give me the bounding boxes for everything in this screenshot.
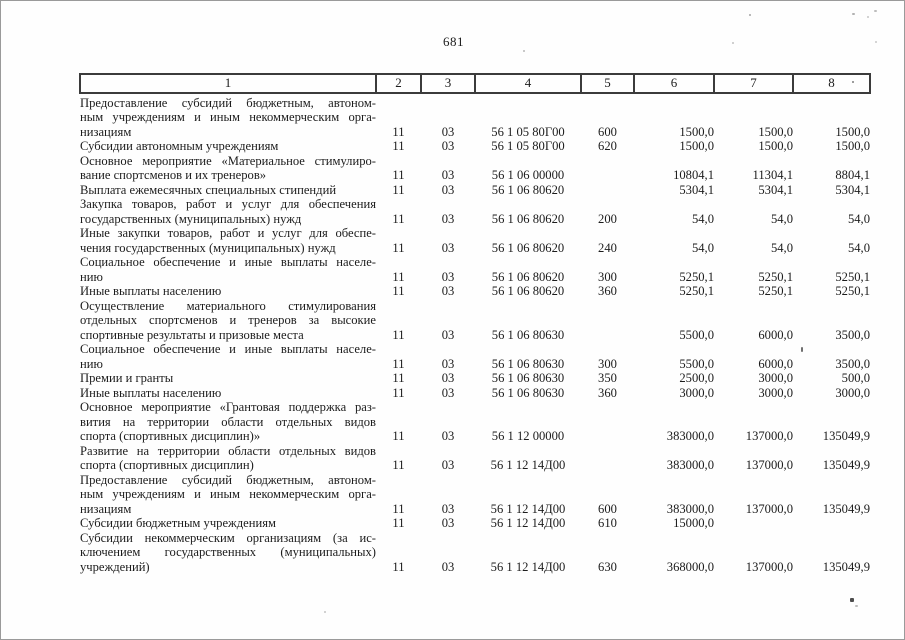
cell-name — [80, 299, 376, 343]
cell-vr — [581, 444, 634, 473]
cell-name — [80, 400, 376, 444]
name-line: Основное мероприятие «Грантовая поддержка раз- — [80, 400, 376, 414]
cell-rz: 11 — [392, 240, 405, 255]
cell-pr: 03 — [441, 269, 455, 284]
table-row — [80, 183, 870, 198]
cell-sum-2 — [714, 516, 793, 531]
name-line: Предоставление субсидий бюджетным, автоном- — [80, 95, 376, 110]
cell-pr: 03 — [441, 124, 455, 139]
cell-sum-2: 3000,0 — [758, 371, 793, 385]
cell-rz: 11 — [392, 559, 405, 574]
cell-sum-3: 8804,1 — [835, 168, 870, 182]
table-row — [80, 197, 870, 226]
cell-sum-3: 54,0 — [847, 240, 870, 255]
cell-sum-3: 135049,9 — [822, 559, 870, 574]
table-row — [80, 444, 870, 473]
cell-vr: 360 — [598, 385, 617, 400]
cell-sum-2: 5250,1 — [758, 284, 793, 298]
cell-rz: 11 — [392, 168, 405, 182]
name-line: Премии и гранты — [80, 371, 174, 385]
name-line: низациям — [80, 124, 132, 139]
scan-speck — [801, 347, 803, 352]
table-row — [80, 284, 870, 299]
cell-sum-3: 135049,9 — [822, 501, 870, 516]
cell-rz: 11 — [392, 458, 405, 472]
cell-sum-3: 3000,0 — [835, 385, 870, 400]
name-line: спорта (спортивных дисциплин)» — [80, 429, 261, 443]
cell-sum-1: 15000,0 — [673, 516, 714, 530]
name-line: Иные выплаты населению — [80, 385, 222, 400]
cell-csr: 56 1 12 14Д00 — [490, 516, 566, 530]
table-row — [80, 531, 870, 575]
name-line: ключением государственных (муниципальных) — [80, 545, 376, 559]
cell-pr: 03 — [441, 240, 455, 255]
table-row — [80, 93, 870, 140]
column-header-4: 4 — [475, 74, 581, 93]
cell-vr: 630 — [598, 559, 617, 574]
table-row — [80, 299, 870, 343]
name-line: спорта (спортивных дисциплин) — [80, 458, 254, 472]
name-line: спортивные результаты и призовые места — [80, 327, 304, 342]
name-line: учреждений) — [80, 559, 150, 574]
cell-pr: 03 — [441, 458, 455, 472]
cell-pr: 03 — [441, 356, 455, 371]
table-row — [80, 400, 870, 444]
table-row — [80, 154, 870, 183]
scan-speck — [852, 81, 854, 83]
cell-rz: 11 — [392, 211, 405, 226]
cell-vr — [581, 400, 634, 444]
cell-sum-3 — [793, 516, 870, 531]
cell-sum-3: 1500,0 — [835, 139, 870, 153]
budget-table — [79, 73, 871, 574]
cell-rz: 11 — [392, 139, 405, 153]
cell-rz: 11 — [392, 182, 405, 197]
cell-rz: 11 — [392, 124, 405, 139]
scan-speck — [875, 41, 877, 43]
table-row — [80, 139, 870, 154]
cell-pr: 03 — [441, 516, 455, 530]
cell-sum-1: 10804,1 — [673, 168, 714, 182]
cell-csr: 56 1 12 00000 — [491, 429, 565, 443]
cell-sum-1: 383000,0 — [666, 458, 714, 472]
page-number: 681 — [443, 34, 464, 49]
cell-csr: 56 1 06 80620 — [491, 211, 565, 226]
cell-csr: 56 1 12 14Д00 — [490, 458, 566, 472]
cell-sum-2: 137000,0 — [745, 501, 793, 516]
cell-pr: 03 — [441, 182, 455, 197]
cell-sum-3: 500,0 — [841, 371, 870, 385]
name-line: ным учреждениям и иным некоммерческим орга- — [80, 487, 376, 501]
name-line: Социальное обеспечение и иные выплаты населе- — [80, 255, 376, 269]
cell-name — [80, 444, 376, 473]
cell-rz: 11 — [392, 429, 405, 443]
name-line: Предоставление субсидий бюджетным, автоном- — [80, 472, 376, 487]
cell-vr: 350 — [598, 371, 617, 385]
cell-sum-1: 2500,0 — [679, 371, 714, 385]
cell-sum-3: 135049,9 — [822, 458, 870, 472]
cell-sum-2: 137000,0 — [745, 559, 793, 574]
name-line: Субсидии бюджетным учреждениям — [80, 516, 276, 530]
cell-pr: 03 — [441, 327, 455, 342]
cell-csr: 56 1 06 80620 — [491, 284, 565, 298]
name-line: вития на территории области отдельных видов — [80, 414, 376, 429]
name-line: нию — [80, 269, 103, 284]
cell-sum-1: 383000,0 — [666, 429, 714, 443]
cell-csr: 56 1 05 80Г00 — [491, 124, 565, 139]
name-line: чения государственных (муниципальных) нужд — [80, 240, 336, 255]
cell-sum-3: 1500,0 — [835, 124, 870, 139]
cell-sum-1: 3000,0 — [679, 385, 714, 400]
cell-csr: 56 1 06 80630 — [491, 385, 565, 400]
cell-csr: 56 1 05 80Г00 — [491, 139, 565, 153]
scan-speck — [852, 13, 855, 15]
table-row — [80, 516, 870, 531]
cell-sum-2: 3000,0 — [758, 385, 793, 400]
cell-sum-2: 54,0 — [770, 240, 793, 255]
table-body — [80, 93, 870, 575]
name-line: Развитие на территории области отдельных видов — [80, 443, 376, 458]
cell-name — [80, 183, 376, 198]
cell-csr: 56 1 12 14Д00 — [490, 559, 566, 574]
name-line: отдельных спортсменов и тренеров за высокие — [80, 313, 376, 327]
table-row — [80, 473, 870, 517]
cell-sum-1: 54,0 — [691, 211, 714, 226]
cell-name — [80, 516, 376, 531]
cell-vr — [581, 183, 634, 198]
scan-speck — [850, 598, 854, 602]
cell-vr: 600 — [598, 501, 617, 516]
cell-pr: 03 — [441, 284, 455, 298]
name-line: Основное мероприятие «Материальное стимулиро- — [80, 153, 376, 168]
name-line: Социальное обеспечение и иные выплаты населе- — [80, 342, 376, 356]
cell-pr: 03 — [441, 501, 455, 516]
cell-name — [80, 154, 376, 183]
cell-name — [80, 255, 376, 284]
cell-sum-3: 5250,1 — [835, 284, 870, 298]
cell-sum-3: 3500,0 — [835, 327, 870, 342]
cell-csr: 56 1 06 80630 — [491, 327, 565, 342]
table-row — [80, 371, 870, 386]
cell-rz: 11 — [392, 327, 405, 342]
cell-vr: 300 — [598, 356, 617, 371]
cell-rz: 11 — [392, 385, 405, 400]
cell-vr: 240 — [598, 240, 617, 255]
cell-name — [80, 93, 376, 140]
column-header-2: 2 — [376, 74, 421, 93]
cell-csr: 56 1 06 80620 — [491, 182, 565, 197]
cell-name — [80, 371, 376, 386]
cell-name — [80, 342, 376, 371]
cell-sum-2: 5250,1 — [758, 269, 793, 284]
cell-sum-1: 1500,0 — [679, 124, 714, 139]
cell-rz: 11 — [392, 269, 405, 284]
name-line: Осуществление материального стимулирования — [80, 298, 376, 313]
cell-sum-3: 54,0 — [847, 211, 870, 226]
cell-pr: 03 — [441, 385, 455, 400]
cell-sum-2: 5304,1 — [758, 182, 793, 197]
cell-sum-1: 5250,1 — [679, 284, 714, 298]
scan-speck — [749, 14, 751, 16]
table-row — [80, 226, 870, 255]
cell-vr: 300 — [598, 269, 617, 284]
cell-name — [80, 473, 376, 517]
name-line: Иные закупки товаров, работ и услуг для обеспе- — [80, 226, 376, 240]
cell-rz: 11 — [392, 371, 405, 385]
cell-sum-2: 137000,0 — [745, 429, 793, 443]
scan-speck — [867, 16, 869, 18]
table-row — [80, 255, 870, 284]
cell-sum-1: 368000,0 — [666, 559, 714, 574]
cell-pr: 03 — [441, 139, 455, 153]
column-header-1: 1 — [80, 74, 376, 93]
cell-csr: 56 1 06 00000 — [491, 168, 565, 182]
scan-speck — [523, 50, 525, 52]
column-header-6: 6 — [634, 74, 714, 93]
scan-speck — [324, 611, 326, 613]
column-header-8: 8 — [793, 74, 870, 93]
cell-sum-1: 1500,0 — [679, 139, 714, 153]
table-row — [80, 342, 870, 371]
cell-sum-1: 5304,1 — [679, 182, 714, 197]
cell-sum-2: 6000,0 — [758, 327, 793, 342]
cell-name — [80, 139, 376, 154]
cell-vr — [581, 299, 634, 343]
cell-name — [80, 284, 376, 299]
cell-name — [80, 197, 376, 226]
cell-sum-2: 1500,0 — [758, 139, 793, 153]
cell-sum-3: 135049,9 — [822, 429, 870, 443]
name-line: государственных (муниципальных) нужд — [80, 211, 302, 226]
cell-name — [80, 386, 376, 401]
name-line: Закупка товаров, работ и услуг для обеспечения — [80, 197, 376, 211]
cell-sum-2: 6000,0 — [758, 356, 793, 371]
scan-speck — [855, 605, 858, 607]
column-header-7: 7 — [714, 74, 793, 93]
cell-csr: 56 1 06 80620 — [491, 269, 565, 284]
cell-sum-1: 54,0 — [691, 240, 714, 255]
cell-csr: 56 1 06 80620 — [491, 240, 565, 255]
column-header-5: 5 — [581, 74, 634, 93]
cell-csr: 56 1 12 14Д00 — [490, 501, 566, 516]
cell-sum-3: 5250,1 — [835, 269, 870, 284]
table-row — [80, 386, 870, 401]
cell-rz: 11 — [392, 516, 405, 530]
cell-sum-1: 5500,0 — [679, 356, 714, 371]
cell-rz: 11 — [392, 501, 405, 516]
cell-pr: 03 — [441, 559, 455, 574]
cell-vr: 620 — [598, 139, 617, 153]
scan-speck — [732, 42, 734, 44]
cell-sum-1: 383000,0 — [666, 501, 714, 516]
cell-pr: 03 — [441, 371, 455, 385]
cell-vr: 600 — [598, 124, 617, 139]
cell-sum-2: 11304,1 — [752, 168, 793, 182]
column-header-3: 3 — [421, 74, 475, 93]
cell-vr: 360 — [598, 284, 617, 298]
cell-sum-3: 3500,0 — [835, 356, 870, 371]
name-line: Иные выплаты населению — [80, 284, 222, 298]
name-line: Выплата ежемесячных специальных стипендий — [80, 182, 337, 197]
table-header-row — [80, 74, 870, 93]
cell-vr: 610 — [598, 516, 617, 530]
name-line: Субсидии автономным учреждениям — [80, 139, 279, 153]
cell-name — [80, 226, 376, 255]
cell-name — [80, 531, 376, 575]
scan-speck — [874, 10, 877, 12]
cell-rz: 11 — [392, 356, 405, 371]
name-line: Субсидии некоммерческим организациям (за ис- — [80, 530, 376, 545]
cell-sum-2: 54,0 — [770, 211, 793, 226]
cell-vr: 200 — [598, 211, 617, 226]
cell-sum-3: 5304,1 — [835, 182, 870, 197]
name-line: ным учреждениям и иным некоммерческим орга- — [80, 110, 376, 124]
cell-sum-2: 1500,0 — [758, 124, 793, 139]
cell-sum-2: 137000,0 — [745, 458, 793, 472]
cell-rz: 11 — [392, 284, 405, 298]
cell-sum-1: 5250,1 — [679, 269, 714, 284]
cell-vr — [581, 154, 634, 183]
name-line: вание спортсменов и их тренеров» — [80, 168, 267, 182]
cell-pr: 03 — [441, 211, 455, 226]
name-line: низациям — [80, 501, 132, 516]
cell-pr: 03 — [441, 429, 455, 443]
cell-csr: 56 1 06 80630 — [491, 356, 565, 371]
cell-pr: 03 — [441, 168, 455, 182]
name-line: нию — [80, 356, 103, 371]
cell-csr: 56 1 06 80630 — [491, 371, 565, 385]
cell-sum-1: 5500,0 — [679, 327, 714, 342]
